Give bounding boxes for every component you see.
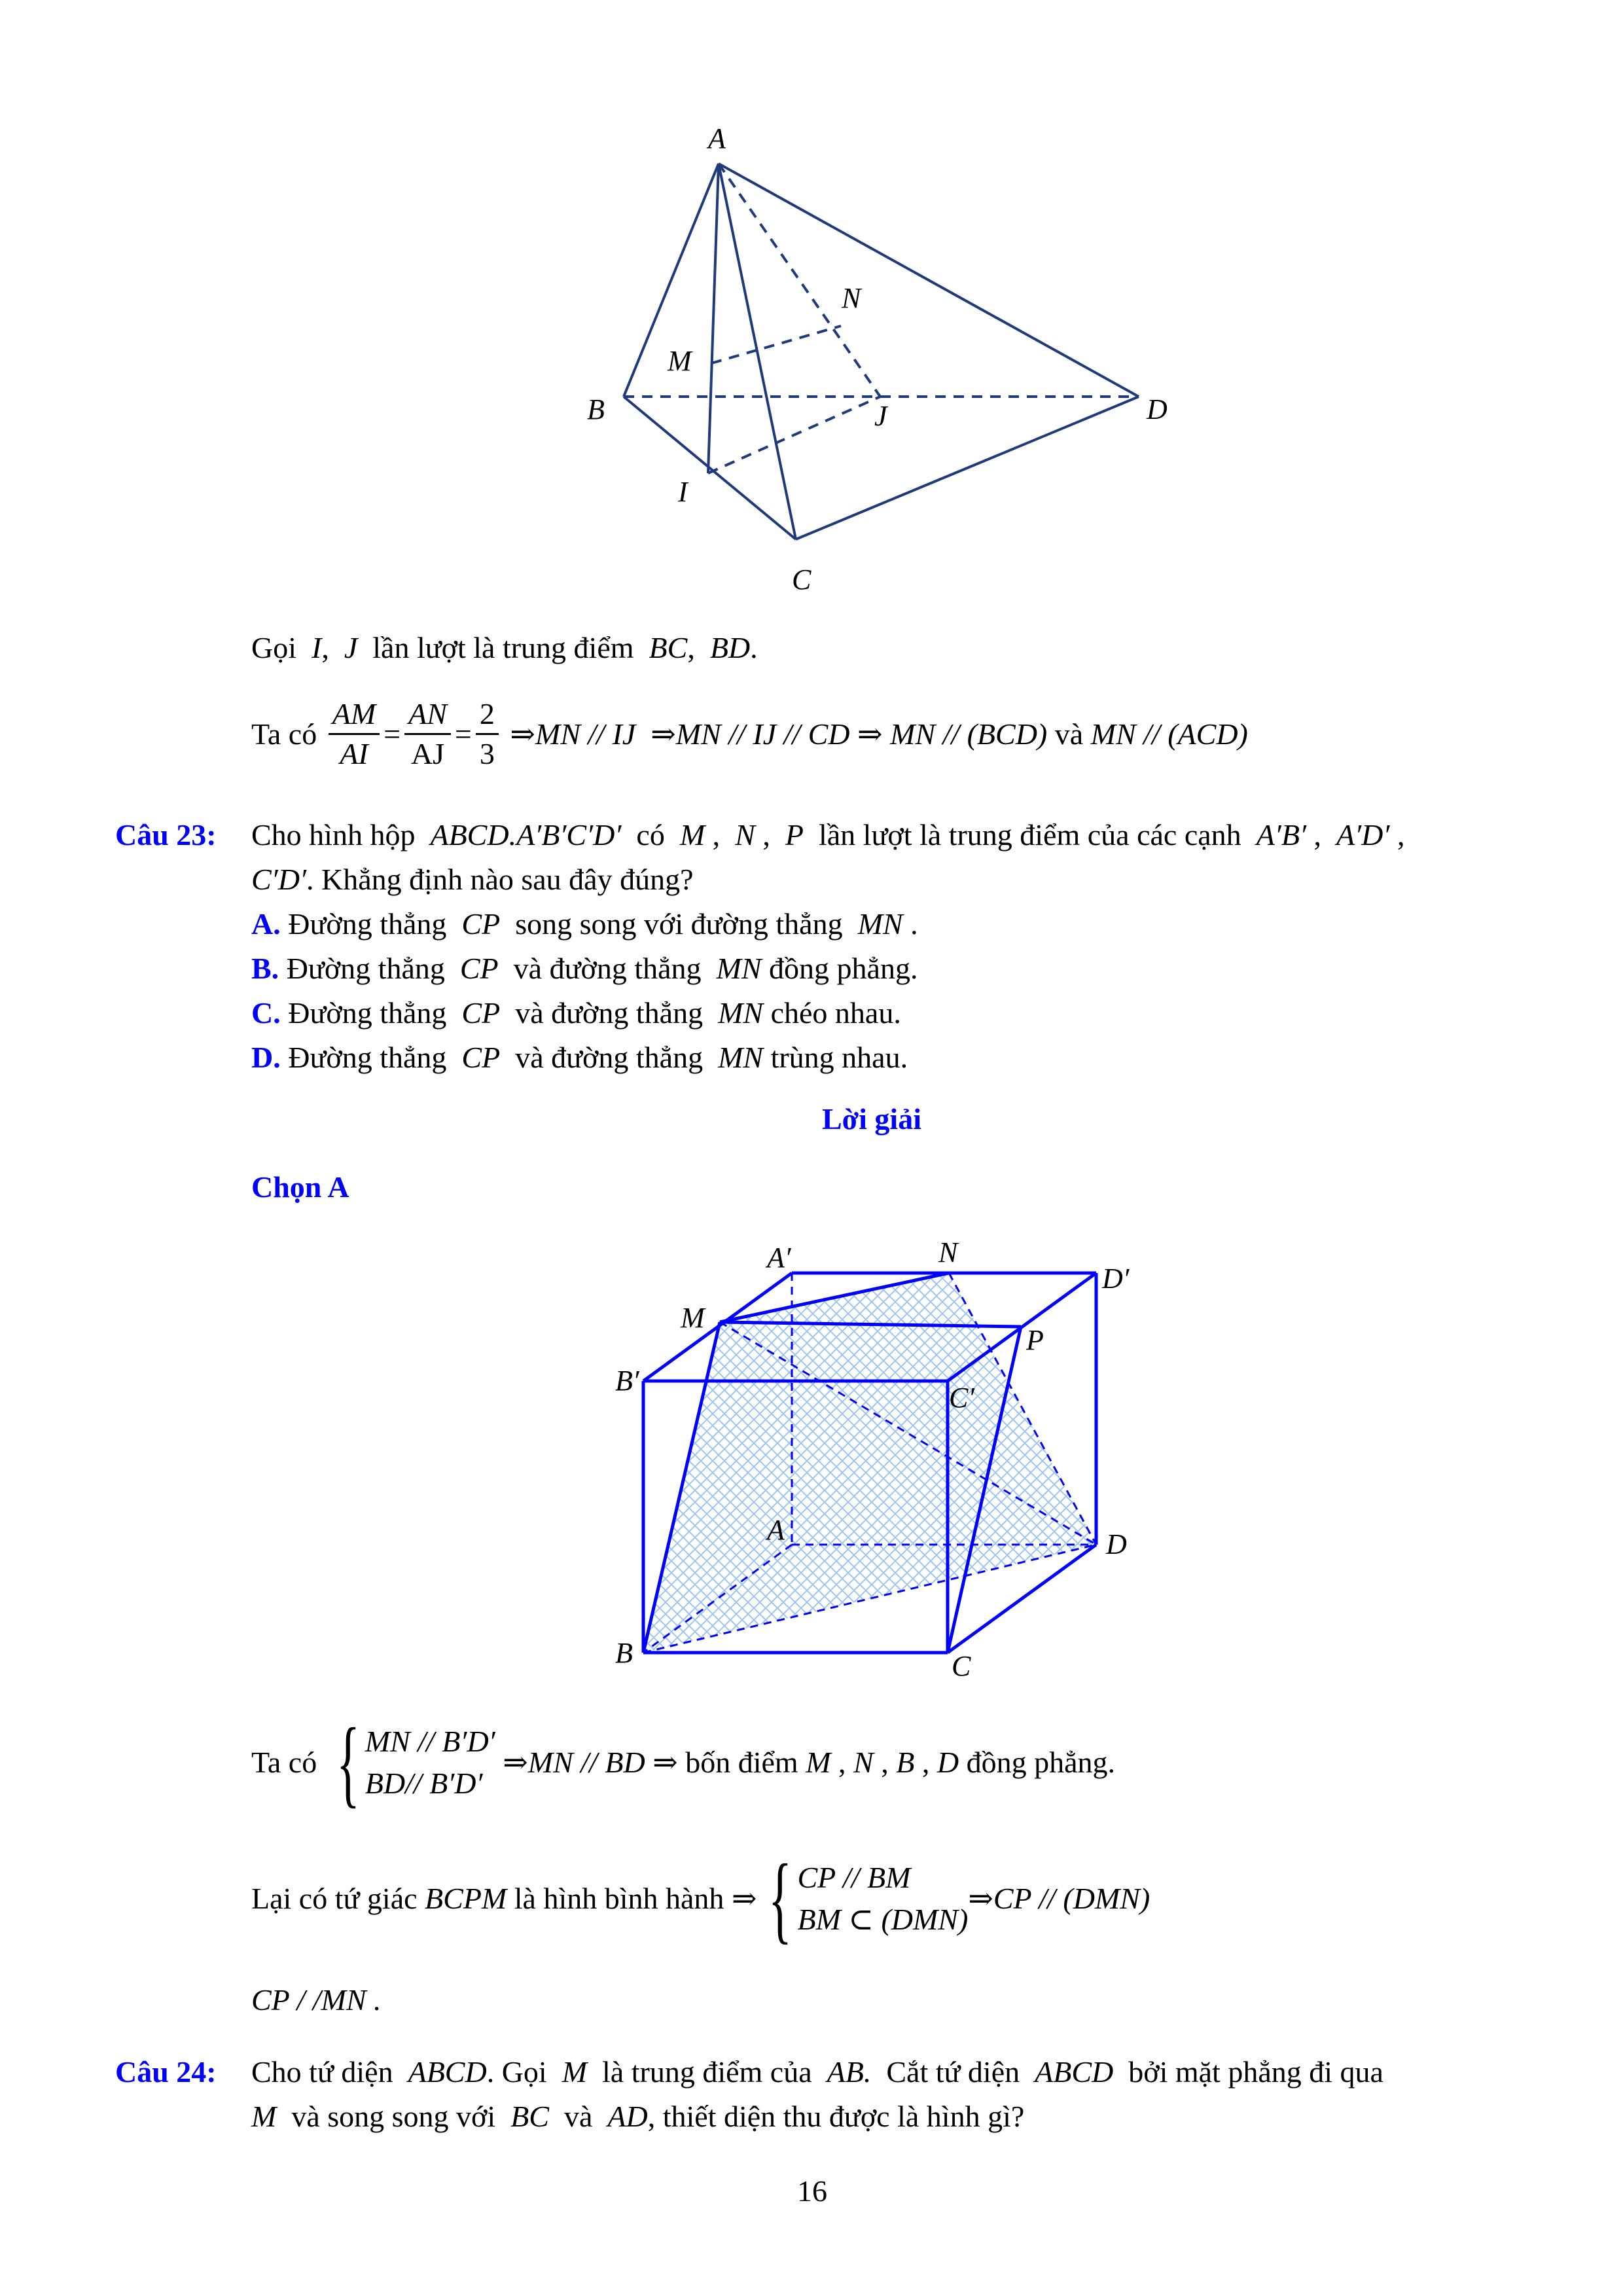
label-M: M (681, 1302, 705, 1334)
label-A: A (767, 1514, 785, 1546)
q23-option-d[interactable]: D. Đường thẳng CP và đường thẳng MN trùng nhau. (251, 1041, 908, 1074)
label-A-prime: A′ (767, 1242, 791, 1274)
label-N: N (842, 282, 861, 314)
solution23-line1: Ta có { MN // B′D′ BD// B′D′ ⇒ MN // BD ⇒ bốn điểm M , N , B , D đồng phẳng. (251, 1708, 1115, 1817)
system-brace-1: { MN // B′D′ BD// B′D′ (336, 1708, 495, 1817)
solution23-line3: CP / /MN . (251, 1983, 382, 2017)
label-J: J (874, 400, 887, 432)
q24-line2: M và song song với BC và AD, thiết diện thu được là hình gì? (251, 2100, 1025, 2133)
label-M: M (668, 345, 692, 377)
solution22-line2: Ta có $\frac{AM}{AI}$ = $\frac{AN}{AJ}$ = $\frac{2}{3}$ ⇒ MN // IJ ⇒ MN // IJ // CD ⇒ MN // (BCD) và MN // (ACD) (251, 695, 1248, 773)
label-A: A (708, 122, 726, 154)
label-I: I (678, 476, 688, 508)
page-number: 16 (797, 2174, 827, 2208)
label-B-prime: B′ (615, 1365, 639, 1397)
fraction-am-ai: $\frac{AM}{AI}$ (329, 695, 380, 773)
label-P: P (1026, 1324, 1044, 1356)
label-N: N (938, 1236, 958, 1268)
solution22-line1: Gọi I, J lần lượt là trung điểm BC, BD. (251, 631, 758, 664)
q23-line2: C′D′. Khẳng định nào sau đây đúng? (251, 863, 694, 896)
q23-label: Câu 23: (115, 818, 217, 852)
q24-label: Câu 24: (115, 2055, 217, 2089)
label-B: B (615, 1637, 633, 1669)
label-C: C (792, 564, 812, 596)
q24-line1: Cho tứ diện ABCD. Gọi M là trung điểm của AB. Cắt tứ diện ABCD bởi mặt phẳng đi qua (251, 2055, 1383, 2089)
q23-option-b[interactable]: B. Đường thẳng CP và đường thẳng MN đồng phẳng. (251, 952, 918, 985)
label-D: D (1106, 1528, 1127, 1560)
q23-option-a[interactable]: A. Đường thẳng CP song song với đường thẳng MN . (251, 907, 918, 941)
label-C-prime: C′ (949, 1382, 974, 1414)
label-B: B (587, 393, 605, 425)
solution-title: Lời giải (822, 1102, 921, 1136)
fraction-2-3: $\frac{2}{3}$ (476, 695, 499, 773)
label-D-prime: D′ (1102, 1263, 1130, 1295)
solution23-line2: Lại có tứ giác BCPM là hình bình hành ⇒ { CP // BM BM ⊂ (DMN) ⇒ CP // (DMN) (251, 1844, 1150, 1953)
label-D: D (1147, 393, 1168, 425)
fraction-an-aj: $\frac{AN}{AJ}$ (404, 695, 451, 773)
q23-option-c[interactable]: C. Đường thẳng CP và đường thẳng MN chéo nhau. (251, 996, 901, 1030)
chosen-answer: Chọn A (251, 1170, 349, 1204)
label-C: C (952, 1650, 971, 1682)
system-brace-2: { CP // BM BM ⊂ (DMN) (768, 1844, 969, 1953)
q23-line1: Cho hình hộp ABCD.A′B′C′D′ có M , N , P lần lượt là trung điểm của các cạnh A′B′ , A′D′ , (251, 818, 1405, 852)
